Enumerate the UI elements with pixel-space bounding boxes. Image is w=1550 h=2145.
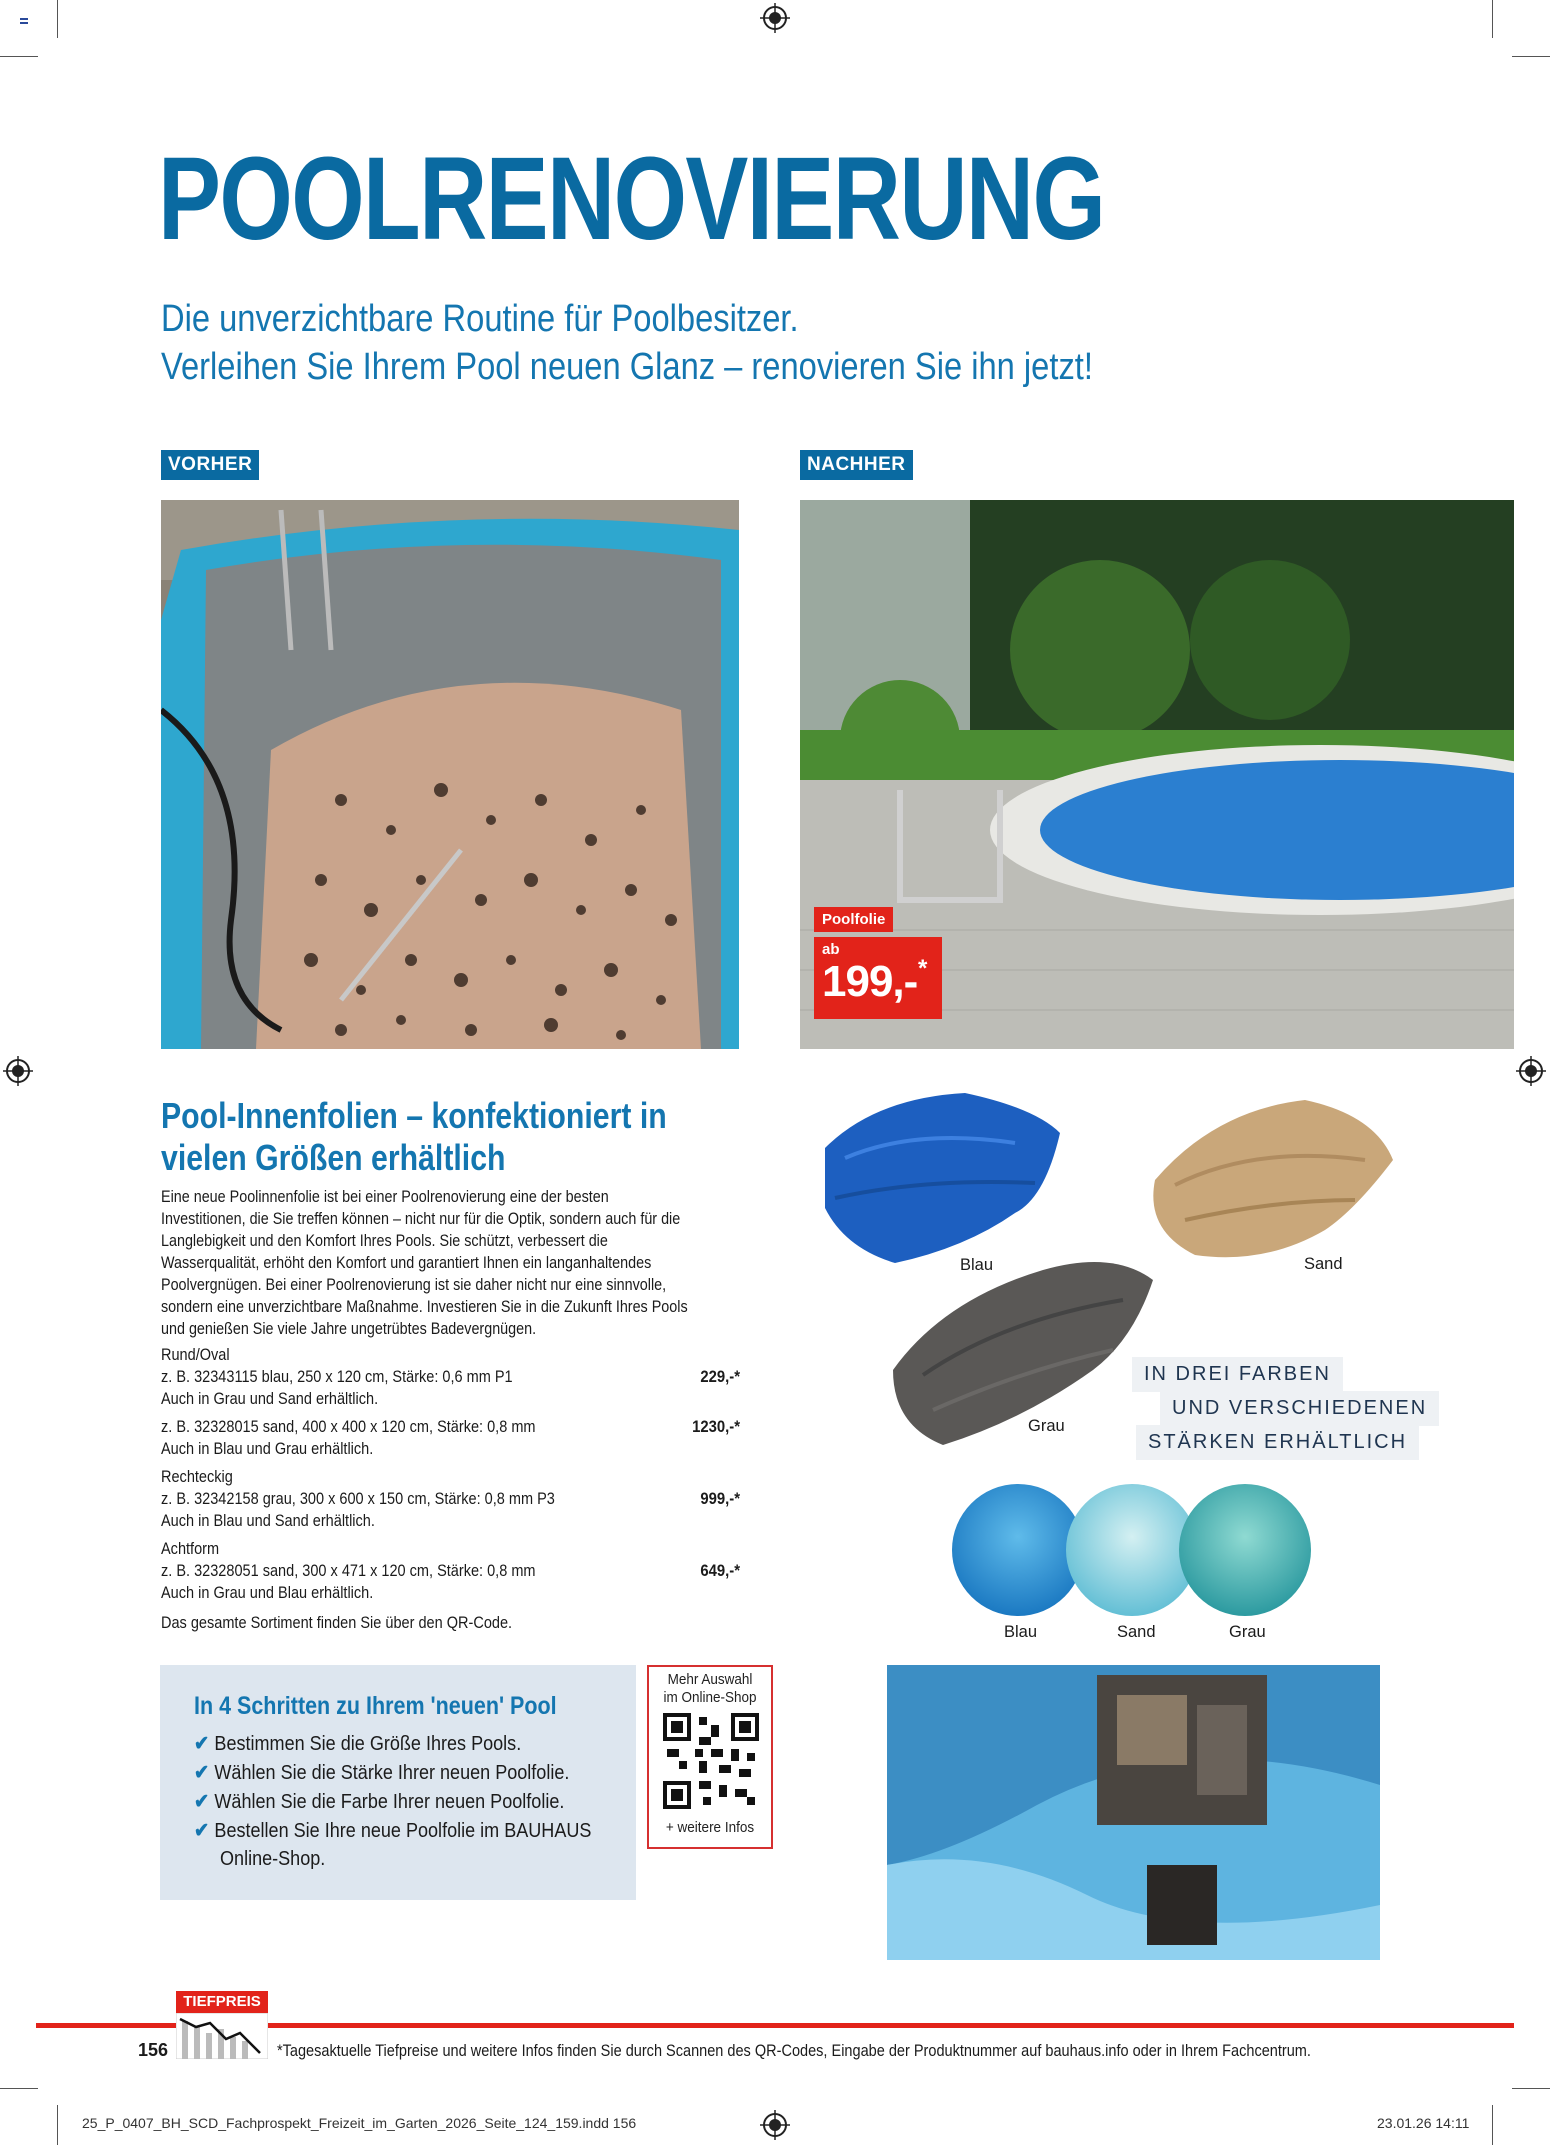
step-item: ✔ Bestimmen Sie die Größe Ihres Pools. bbox=[194, 1732, 522, 1755]
product-price: 229,-* bbox=[700, 1368, 740, 1386]
before-photo bbox=[161, 500, 739, 1049]
liner-label-blau: Blau bbox=[960, 1256, 994, 1274]
section-heading: Pool-Innenfolien – konfektioniert in vielen Größen erhältlich bbox=[161, 1095, 667, 1178]
step-item: ✔ Wählen Sie die Farbe Ihrer neuen Poolfolie. bbox=[194, 1790, 565, 1813]
price-badge-amount: 199,- bbox=[822, 957, 918, 1006]
price-badge-prefix: ab bbox=[822, 941, 840, 958]
before-tag: VORHER bbox=[161, 450, 259, 480]
banner-line-1: IN DREI FARBEN bbox=[1132, 1357, 1343, 1392]
product-line: z. B. 32328051 sand, 300 x 471 x 120 cm, Stärke: 0,8 mm bbox=[161, 1562, 536, 1580]
steps-box bbox=[160, 1665, 636, 1900]
checkmark-icon: ✔ bbox=[194, 1761, 210, 1784]
product-group-achtform: Achtform bbox=[161, 1540, 220, 1558]
product-price: 999,-* bbox=[700, 1490, 740, 1508]
checkmark-icon: ✔ bbox=[194, 1732, 210, 1755]
crop-mark bbox=[57, 2105, 58, 2145]
crop-mark bbox=[1492, 0, 1493, 38]
blue-liner-image bbox=[815, 1088, 1065, 1268]
qr-code-icon[interactable] bbox=[663, 1713, 759, 1809]
print-slug-date: 23.01.26 14:11 bbox=[1377, 2115, 1470, 2131]
color-bar-mark bbox=[20, 22, 28, 24]
liner-label-sand: Sand bbox=[1304, 1255, 1343, 1273]
subtitle-line-2: Verleihen Sie Ihrem Pool neuen Glanz – renovieren Sie ihn jetzt! bbox=[161, 346, 1093, 388]
banner-line-2: UND VERSCHIEDENEN bbox=[1160, 1391, 1439, 1426]
color-swatches bbox=[950, 1482, 1315, 1622]
swatch-label-blau: Blau bbox=[1004, 1623, 1038, 1641]
crop-mark bbox=[0, 56, 38, 57]
checkmark-icon: ✔ bbox=[194, 1790, 210, 1813]
banner-line-3: STÄRKEN ERHÄLTLICH bbox=[1136, 1425, 1419, 1460]
crop-mark bbox=[57, 0, 58, 38]
step-item-continuation: Online-Shop. bbox=[220, 1847, 326, 1870]
product-price: 1230,-* bbox=[692, 1418, 740, 1436]
tiefpreis-graph-icon bbox=[176, 2013, 268, 2059]
subtitle-line-1: Die unverzichtbare Routine für Poolbesitzer. bbox=[161, 298, 799, 340]
qr-caption-line-2: im Online-Shop bbox=[663, 1689, 757, 1706]
registration-mark-icon bbox=[760, 2110, 790, 2140]
product-note: Auch in Blau und Sand erhältlich. bbox=[161, 1512, 375, 1530]
tiefpreis-label: TIEFPREIS bbox=[176, 1991, 268, 2013]
step-item: ✔ Bestellen Sie Ihre neue Poolfolie im BAUHAUS bbox=[194, 1819, 592, 1842]
product-price: 649,-* bbox=[700, 1562, 740, 1580]
crop-mark bbox=[1512, 56, 1550, 57]
production-photo bbox=[887, 1665, 1380, 1960]
grey-liner-image bbox=[883, 1250, 1158, 1450]
product-line: z. B. 32342158 grau, 300 x 600 x 150 cm, Stärke: 0,8 mm P3 bbox=[161, 1490, 555, 1508]
product-note: Auch in Grau und Sand erhältlich. bbox=[161, 1390, 379, 1408]
registration-mark-icon bbox=[760, 3, 790, 33]
color-bar-mark bbox=[20, 18, 28, 20]
checkmark-icon: ✔ bbox=[194, 1819, 210, 1842]
liner-label-grau: Grau bbox=[1028, 1417, 1065, 1435]
tiefpreis-badge bbox=[176, 1991, 268, 2059]
sortiment-note: Das gesamte Sortiment finden Sie über den QR-Code. bbox=[161, 1614, 513, 1632]
registration-mark-icon bbox=[1516, 1056, 1546, 1086]
print-slug-file: 25_P_0407_BH_SCD_Fachprospekt_Freizeit_im_Garten_2026_Seite_124_159.indd 156 bbox=[82, 2115, 637, 2131]
step-item: ✔ Wählen Sie die Stärke Ihrer neuen Poolfolie. bbox=[194, 1761, 570, 1784]
product-line: z. B. 32343115 blau, 250 x 120 cm, Stärke: 0,6 mm P1 bbox=[161, 1368, 513, 1386]
sand-liner-image bbox=[1135, 1090, 1395, 1270]
product-line: z. B. 32328015 sand, 400 x 400 x 120 cm, Stärke: 0,8 mm bbox=[161, 1418, 536, 1436]
price-badge-label: Poolfolie bbox=[814, 907, 893, 932]
swatch-label-grau: Grau bbox=[1229, 1623, 1266, 1641]
crop-mark bbox=[0, 2088, 38, 2089]
swatch-label-sand: Sand bbox=[1117, 1623, 1156, 1641]
after-tag: NACHHER bbox=[800, 450, 913, 480]
page-number: 156 bbox=[138, 2040, 169, 2060]
crop-mark bbox=[1512, 2088, 1550, 2089]
steps-title: In 4 Schritten zu Ihrem 'neuen' Pool bbox=[194, 1692, 557, 1720]
product-note: Auch in Blau und Grau erhältlich. bbox=[161, 1440, 374, 1458]
product-group-rechteckig: Rechteckig bbox=[161, 1468, 233, 1486]
qr-caption-footer: + weitere Infos bbox=[665, 1819, 755, 1836]
crop-mark bbox=[1492, 2105, 1493, 2145]
price-badge-asterisk: * bbox=[918, 955, 928, 982]
qr-caption-line-1: Mehr Auswahl bbox=[667, 1671, 753, 1688]
page-title: POOLRENOVIERUNG bbox=[158, 133, 1105, 265]
footnote: *Tagesaktuelle Tiefpreise und weitere Infos finden Sie durch Scannen des QR-Codes, Eingabe der Produktnummer auf bauhaus.info oder in Ihrem Fachcentrum. bbox=[277, 2042, 1311, 2060]
product-note: Auch in Grau und Blau erhältlich. bbox=[161, 1584, 374, 1602]
qr-code-box[interactable] bbox=[647, 1665, 773, 1849]
product-group-rund-oval: Rund/Oval bbox=[161, 1346, 230, 1364]
registration-mark-icon bbox=[3, 1056, 33, 1086]
intro-text: Eine neue Poolinnenfolie ist bei einer Poolrenovierung eine der besten Investitionen, die Sie treffen können – nicht nur für die Optik, sondern auch für die Langlebigkeit und den Komfort Ihres Pools. Sie schützt, verbessert die Wasserqualität, erhöht den Komfort und garantiert Ihnen ein langanhaltendes Poolvergnügen. Bei einer Poolrenovierung ist sie daher nicht nur eine sinnvolle, sondern eine unverzichtbare Maßnahme. Investieren Sie in die Zukunft Ihres Pools und genießen Sie viele Jahre ungetrübtes Badevergnügen. bbox=[161, 1188, 688, 1338]
